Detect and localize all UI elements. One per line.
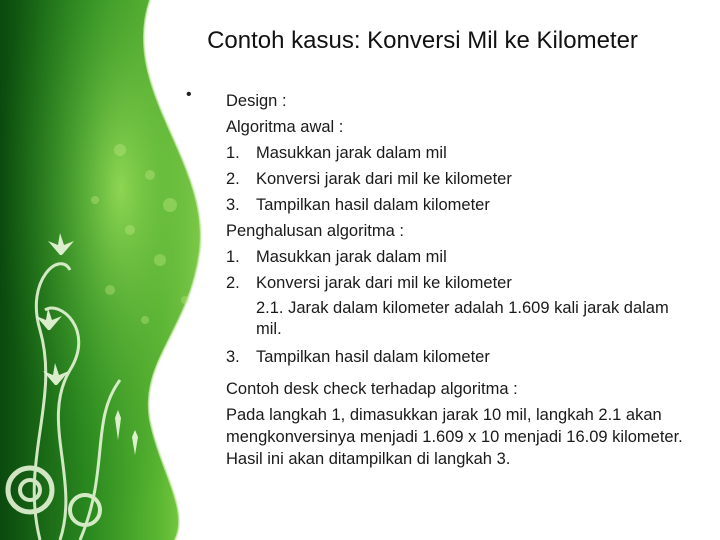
- step-text: Masukkan jarak dalam mil: [256, 144, 447, 162]
- design-label: Design :: [226, 92, 287, 110]
- refined-step: [226, 244, 696, 270]
- refined-step: [226, 344, 696, 370]
- step-number: 1.: [226, 144, 240, 162]
- refined-substep: 2.1. Jarak dalam kilometer adalah 1.609 kali jarak dalam mil.: [256, 299, 669, 338]
- step-text: Konversi jarak dari mil ke kilometer: [256, 274, 512, 292]
- step-number: 3.: [226, 348, 240, 366]
- step-number: 2.: [226, 170, 240, 188]
- step-text: Masukkan jarak dalam mil: [256, 248, 447, 266]
- step-text: Tampilkan hasil dalam kilometer: [256, 348, 490, 366]
- step-text: Konversi jarak dari mil ke kilometer: [256, 170, 512, 188]
- step-number: 2.: [226, 274, 240, 292]
- refinement-label: Penghalusan algoritma :: [226, 222, 404, 240]
- initial-step: [226, 140, 696, 166]
- refined-step: [226, 270, 696, 296]
- step-number: 1.: [226, 248, 240, 266]
- slide-title: Contoh kasus: Konversi Mil ke Kilometer: [207, 27, 638, 54]
- initial-step: [226, 166, 696, 192]
- step-text: Tampilkan hasil dalam kilometer: [256, 196, 490, 214]
- slide-body: [226, 88, 696, 470]
- bullet-point: •: [186, 86, 192, 103]
- initial-algorithm-label: Algoritma awal :: [226, 118, 344, 136]
- desk-check-label: Contoh desk check terhadap algoritma :: [226, 380, 518, 398]
- desk-check-text: Pada langkah 1, dimasukkan jarak 10 mil, langkah 2.1 akan mengkonversinya menjadi 1.609 x 10 menjadi 16.09 kilometer. Hasil ini akan ditampilkan di langkah 3.: [226, 406, 683, 468]
- initial-step: [226, 192, 696, 218]
- step-number: 3.: [226, 196, 240, 214]
